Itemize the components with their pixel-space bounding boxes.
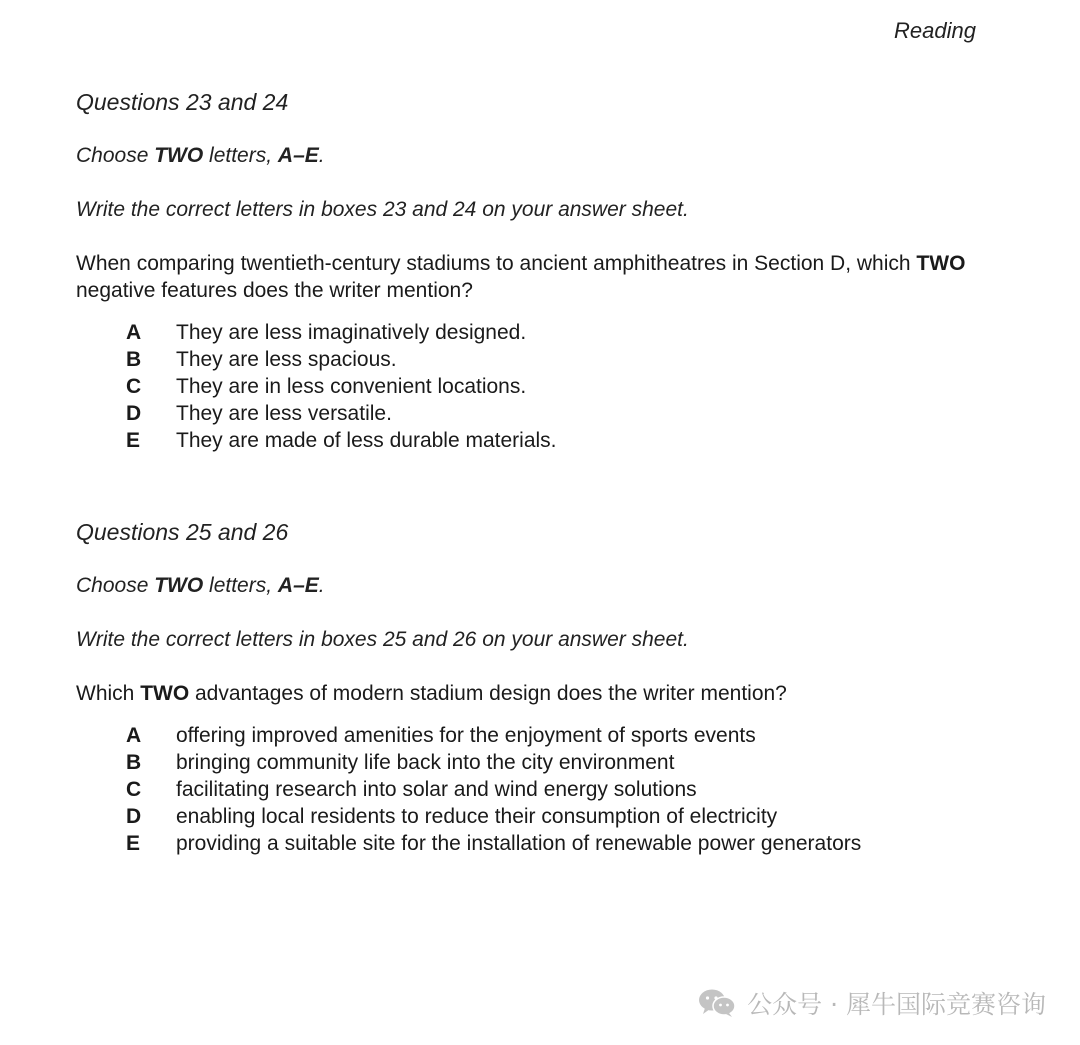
option-item	[126, 373, 976, 400]
option-text: facilitating research into solar and wind energy solutions	[176, 778, 697, 801]
question-prompt: When comparing twentieth-century stadiums to ancient amphitheatres in Section D, which TWO negative features does the writer mention?	[76, 252, 966, 302]
question-block-25-26	[76, 518, 976, 857]
option-text: They are in less convenient locations.	[176, 375, 527, 398]
choose-instruction: Choose TWO letters, A–E.	[76, 574, 325, 597]
option-text: providing a suitable site for the installation of renewable power generators	[176, 832, 862, 855]
option-item	[126, 722, 976, 749]
watermark	[697, 985, 1046, 1021]
question-prompt: Which TWO advantages of modern stadium design does the writer mention?	[76, 682, 787, 705]
questions-heading: Questions 23 and 24	[76, 89, 289, 115]
option-letter: C	[126, 778, 142, 801]
option-letter: D	[126, 402, 142, 425]
option-item	[126, 803, 976, 830]
write-instruction: Write the correct letters in boxes 23 and 24 on your answer sheet.	[76, 198, 689, 221]
option-text: offering improved amenities for the enjoyment of sports events	[176, 724, 756, 747]
write-instruction: Write the correct letters in boxes 25 and 26 on your answer sheet.	[76, 628, 689, 651]
option-list	[126, 722, 976, 857]
option-item	[126, 400, 976, 427]
section-label: Reading	[894, 18, 976, 43]
option-letter: E	[126, 429, 141, 452]
option-letter: A	[126, 321, 142, 344]
watermark-text: 公众号 · 犀牛国际竞赛咨询	[747, 990, 1046, 1019]
option-item	[126, 749, 976, 776]
option-letter: C	[126, 375, 142, 398]
choose-instruction: Choose TWO letters, A–E.	[76, 144, 325, 167]
option-text: They are less imaginatively designed.	[176, 321, 527, 344]
wechat-icon	[697, 988, 737, 1018]
option-letter: A	[126, 724, 142, 747]
option-item	[126, 830, 976, 857]
option-item	[126, 776, 976, 803]
option-list	[126, 319, 976, 454]
option-letter: E	[126, 832, 141, 855]
option-text: They are less spacious.	[176, 348, 397, 371]
option-item	[126, 346, 976, 373]
option-item	[126, 427, 976, 454]
option-item	[126, 319, 976, 346]
option-letter: B	[126, 751, 142, 774]
question-block-23-24	[76, 88, 976, 454]
option-text: bringing community life back into the city environment	[176, 751, 675, 774]
option-text: They are less versatile.	[176, 402, 392, 425]
option-letter: D	[126, 805, 142, 828]
option-text: They are made of less durable materials.	[176, 429, 557, 452]
option-text: enabling local residents to reduce their consumption of electricity	[176, 805, 778, 828]
option-letter: B	[126, 348, 142, 371]
questions-heading: Questions 25 and 26	[76, 519, 289, 545]
